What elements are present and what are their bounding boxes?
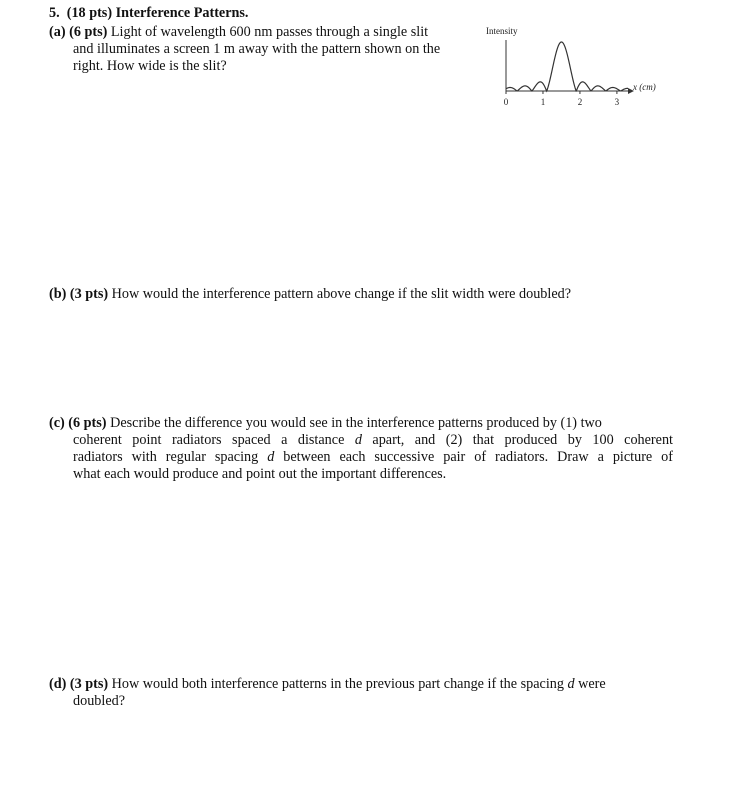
part-a-line-1 [49,24,428,41]
problem-number: 5. [49,5,60,21]
var-d: d [567,676,575,692]
part-d-label: (d) (3 pts) [49,676,109,692]
part-d-text-1b: were [578,676,606,692]
part-b-label: (b) (3 pts) [49,286,109,302]
part-c-line-3 [73,449,673,466]
part-a-line-2: and illuminates a screen 1 m away with the pattern shown on the [73,41,441,57]
part-c-line-2 [73,432,673,449]
intensity-curve [506,42,628,91]
problem-title [49,5,248,22]
figure-xlabel: x (cm) [633,82,656,92]
var-d: d [354,432,362,448]
x-tick-label: 0 [503,97,509,107]
part-a-text-1: Light of wavelength 600 nm passes through a single slit [110,24,429,40]
x-tick-label: 2 [577,97,583,107]
part-d-text-1a: How would both interference patterns in the previous part change if the spacing [111,676,564,692]
part-c-text-3b: between each successive pair of radiators. Draw a picture of [283,449,674,465]
part-b-text: How would the interference pattern above change if the slit width were doubled? [111,286,572,302]
part-a-line-3: right. How wide is the slit? [73,58,227,74]
x-tick-label: 1 [540,97,546,107]
part-c-line-1 [49,415,602,432]
part-d-line-1 [49,676,606,693]
part-c-label: (c) (6 pts) [49,415,107,431]
x-tick-label: 3 [614,97,620,107]
part-c-line-4: what each would produce and point out the important differences. [73,466,447,482]
var-d: d [267,449,275,465]
tick-labels [504,91,620,107]
part-c-text-1: Describe the difference you would see in the interference patterns produced by (1) two [110,415,602,431]
part-b [49,286,571,303]
intensity-figure [484,20,684,120]
problem-header: (18 pts) Interference Patterns. [66,5,249,21]
part-c-text-2a: coherent point radiators spaced a distance [73,432,345,448]
part-c-text-3a: radiators with regular spacing [73,449,259,465]
part-d-line-2: doubled? [73,693,126,709]
figure-ylabel: Intensity [486,26,518,36]
part-c-text-2b: apart, and (2) that produced by 100 coherent [372,432,673,448]
part-a-label: (a) (6 pts) [49,24,108,40]
